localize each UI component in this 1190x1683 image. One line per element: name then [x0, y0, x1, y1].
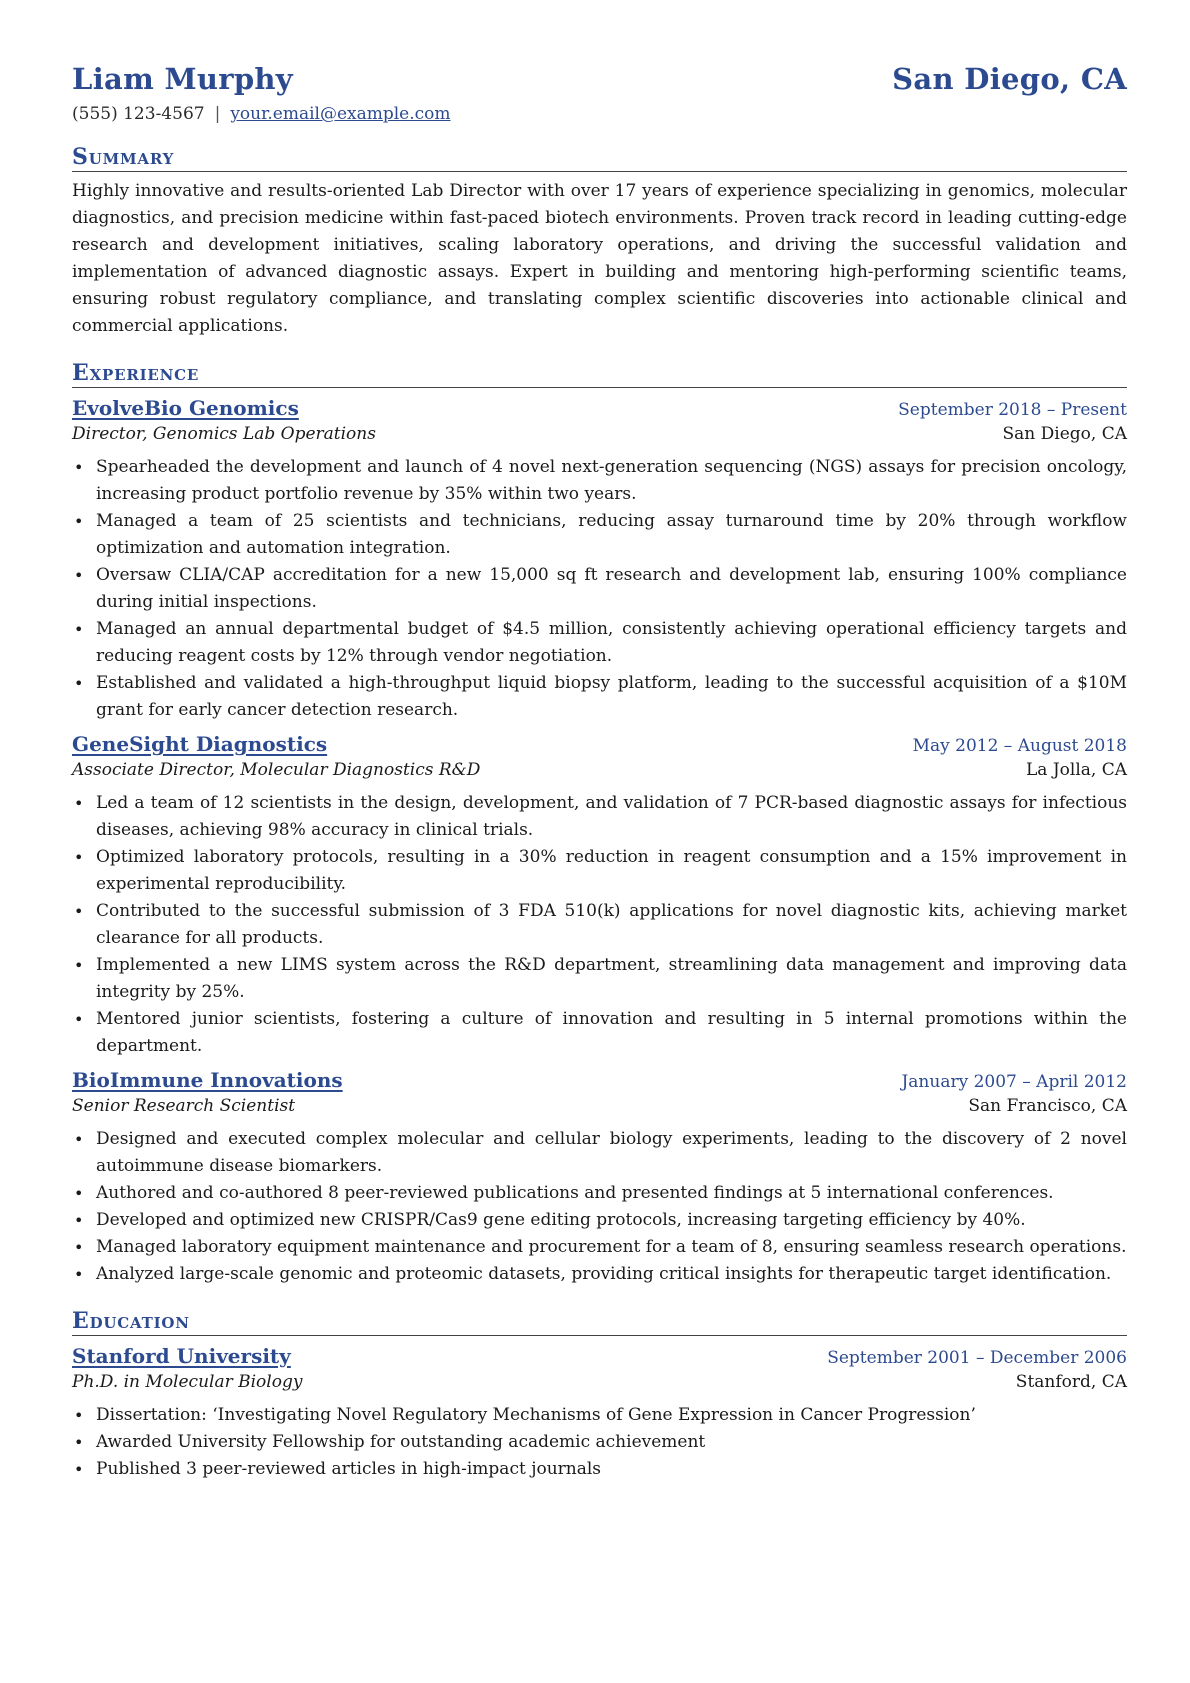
bullet-item: • Managed a team of 25 scientists and technicians, reducing assay turnaround time by 20% through workflow optimization and automation integration.: [96, 508, 1127, 562]
entry-dates: January 2007 – April 2012: [901, 1072, 1127, 1092]
summary-text: Highly innovative and results-oriented Lab Director with over 17 years of experience specializing in genomics, molecular diagnostics, and precision medicine within fast-paced biotech environments. Proven track record in leading cutting-edge research and development initiatives, scaling laboratory operations, and driving the successful validation and implementation of advanced diagnostic assays. Expert in building and mentoring high-performing scientific teams, ensuring robust regulatory compliance, and translating complex scientific discoveries into actionable clinical and commercial applications.: [72, 181, 1127, 336]
organization-link[interactable]: GeneSight Diagnostics: [72, 732, 328, 756]
institution-link[interactable]: Stanford University: [72, 1344, 291, 1368]
experience-entry: [72, 1068, 1127, 1288]
candidate-name: Liam Murphy: [72, 62, 293, 96]
contact-separator: |: [214, 104, 221, 124]
entry-location: San Diego, CA: [1002, 424, 1127, 444]
bullet-item: • Oversaw CLIA/CAP accreditation for a new 15,000 sq ft research and development lab, ensuring 100% compliance during initial inspections.: [96, 562, 1127, 616]
bullet-item: • Managed an annual departmental budget of $4.5 million, consistently achieving operational efficiency targets and reducing reagent costs by 12% through vendor negotiation.: [96, 616, 1127, 670]
bullet-list: [72, 454, 1127, 724]
bullet-list: [72, 790, 1127, 1060]
bullet-item: • Analyzed large-scale genomic and proteomic datasets, providing critical insights for therapeutic target identification.: [96, 1261, 1127, 1288]
phone-number: (555) 123-4567: [72, 104, 205, 124]
bullet-list: [72, 1402, 1127, 1483]
bullet-item: • Managed laboratory equipment maintenance and procurement for a team of 8, ensuring seamless research operations.: [96, 1234, 1127, 1261]
email-link[interactable]: your.email@example.com: [230, 104, 451, 124]
entry-location: San Francisco, CA: [968, 1096, 1127, 1116]
entry-location: La Jolla, CA: [1026, 760, 1127, 780]
education-entry: [72, 1344, 1127, 1483]
entry-location: Stanford, CA: [1015, 1372, 1127, 1392]
contact-line: [72, 104, 1127, 124]
experience-entry: [72, 732, 1127, 1060]
candidate-location: San Diego, CA: [892, 62, 1127, 96]
bullet-item: • Spearheaded the development and launch of 4 novel next-generation sequencing (NGS) assays for precision oncology, increasing product portfolio revenue by 35% within two years.: [96, 454, 1127, 508]
bullet-item: • Dissertation: ‘Investigating Novel Regulatory Mechanisms of Gene Expression in Cancer Progression’: [96, 1402, 1127, 1429]
job-title: Director, Genomics Lab Operations: [72, 424, 376, 444]
resume-page: [72, 62, 1127, 1483]
job-title: Senior Research Scientist: [72, 1096, 296, 1116]
bullet-item: • Designed and executed complex molecular and cellular biology experiments, leading to the discovery of 2 novel autoimmune disease biomarkers.: [96, 1126, 1127, 1180]
bullet-item: • Awarded University Fellowship for outstanding academic achievement: [96, 1429, 1127, 1456]
bullet-item: • Led a team of 12 scientists in the design, development, and validation of 7 PCR-based diagnostic assays for infectious diseases, achieving 98% accuracy in clinical trials.: [96, 790, 1127, 844]
experience-entry: [72, 396, 1127, 724]
job-title: Associate Director, Molecular Diagnostics R&D: [72, 760, 481, 780]
entry-dates: May 2012 – August 2018: [912, 736, 1127, 756]
bullet-item: • Established and validated a high-throughput liquid biopsy platform, leading to the successful acquisition of a $10M grant for early cancer detection research.: [96, 670, 1127, 724]
entry-dates: September 2018 – Present: [898, 400, 1127, 420]
organization-link[interactable]: BioImmune Innovations: [72, 1068, 343, 1092]
section-title-summary: Summary: [72, 144, 1127, 172]
section-title-experience: Experience: [72, 360, 1127, 388]
bullet-item: • Developed and optimized new CRISPR/Cas9 gene editing protocols, increasing targeting efficiency by 40%.: [96, 1207, 1127, 1234]
bullet-item: • Implemented a new LIMS system across the R&D department, streamlining data management and improving data integrity by 25%.: [96, 952, 1127, 1006]
organization-link[interactable]: EvolveBio Genomics: [72, 396, 299, 420]
bullet-list: [72, 1126, 1127, 1288]
bullet-item: • Contributed to the successful submission of 3 FDA 510(k) applications for novel diagnostic kits, achieving market clearance for all products.: [96, 898, 1127, 952]
section-title-education: Education: [72, 1308, 1127, 1336]
bullet-item: • Optimized laboratory protocols, resulting in a 30% reduction in reagent consumption and a 15% improvement in experimental reproducibility.: [96, 844, 1127, 898]
bullet-item: • Published 3 peer-reviewed articles in high-impact journals: [96, 1456, 1127, 1483]
entry-dates: September 2001 – December 2006: [827, 1348, 1127, 1368]
bullet-item: • Mentored junior scientists, fostering a culture of innovation and resulting in 5 internal promotions within the department.: [96, 1006, 1127, 1060]
degree-title: Ph.D. in Molecular Biology: [72, 1372, 303, 1392]
bullet-item: • Authored and co-authored 8 peer-reviewed publications and presented findings at 5 international conferences.: [96, 1180, 1127, 1207]
resume-header: [72, 62, 1127, 96]
